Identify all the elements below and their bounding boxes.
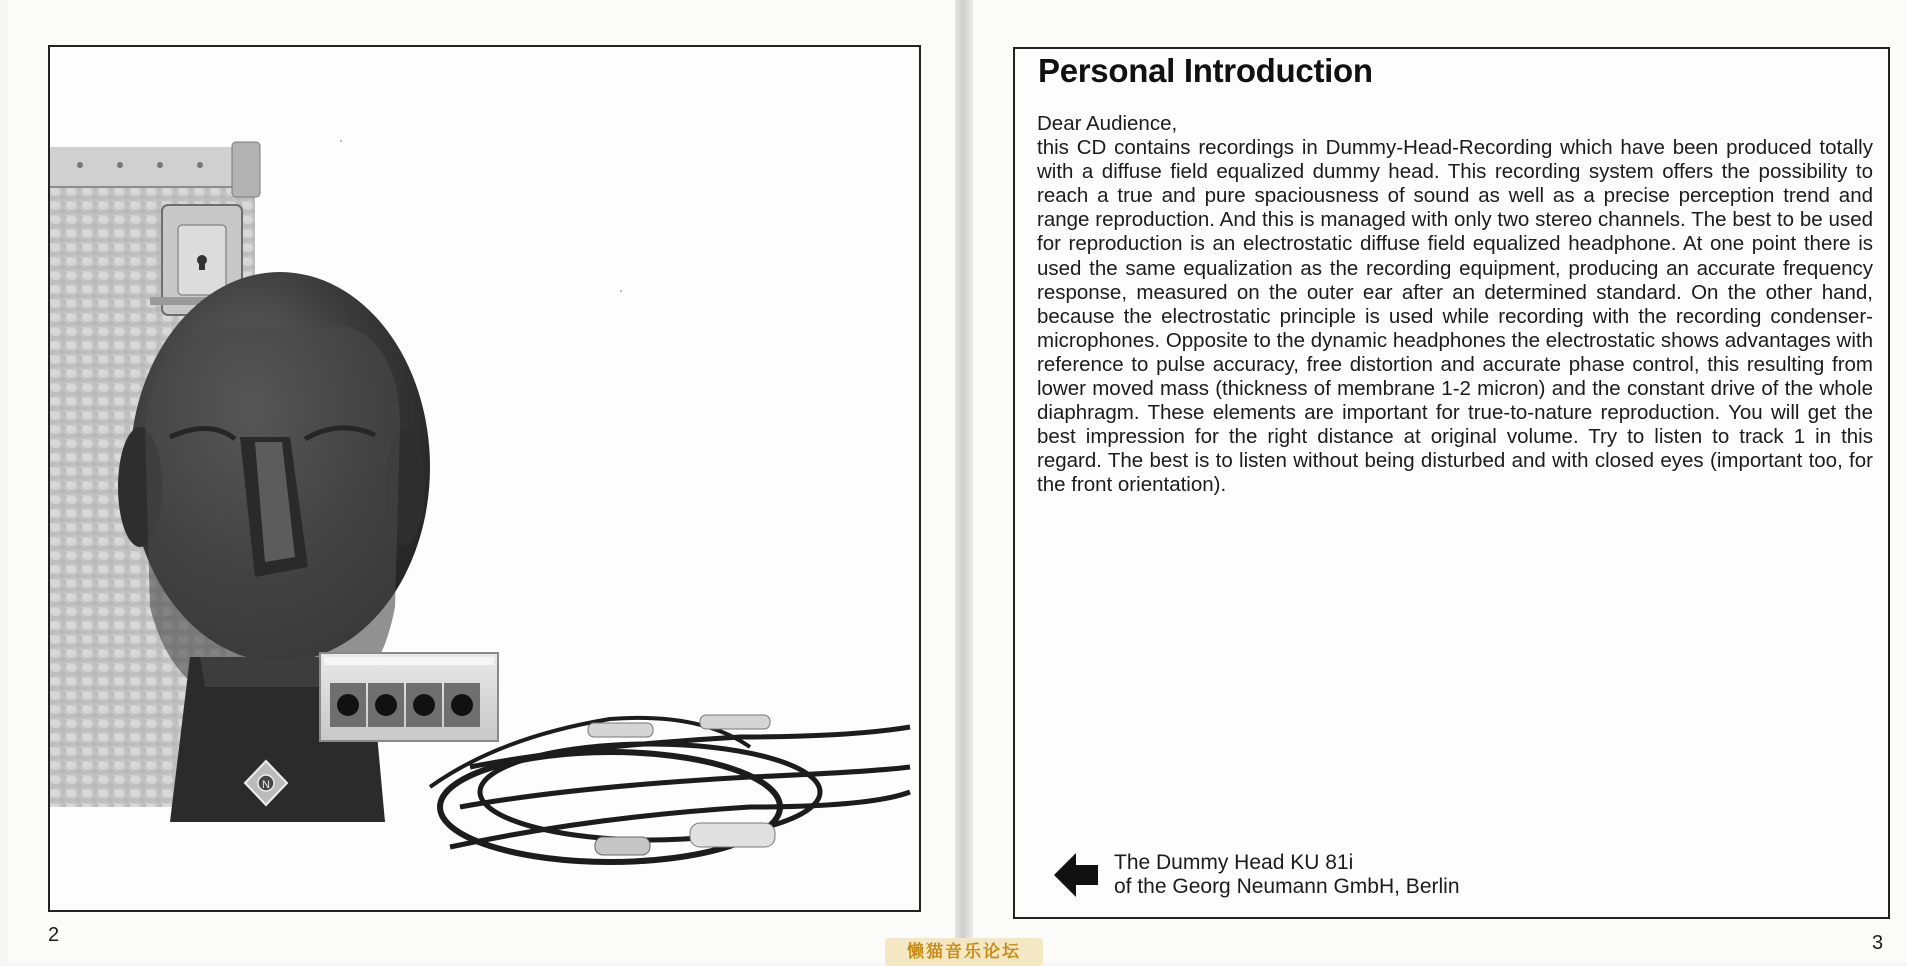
dummy-head-photo	[50, 47, 919, 910]
watermark: 懒猫音乐论坛	[885, 938, 1043, 966]
caption-line-2: of the Georg Neumann GmbH, Berlin	[1114, 875, 1460, 898]
page-gutter	[955, 0, 973, 963]
salutation: Dear Audience,	[1037, 112, 1178, 135]
caption-line-1: The Dummy Head KU 81i	[1114, 851, 1354, 874]
photo-frame	[48, 45, 921, 912]
speck	[340, 140, 342, 142]
page-title: Personal Introduction	[1038, 52, 1373, 89]
photo-caption	[1114, 851, 1460, 899]
logo-letter: N	[262, 779, 270, 791]
page-number-right: 3	[1872, 932, 1884, 954]
page-number-left: 2	[48, 924, 60, 946]
arrow-left-icon	[1054, 853, 1098, 897]
speck	[620, 290, 622, 292]
body-paragraph: this CD contains recordings in Dummy-Head-Recording which have been produced totally with a diffuse field equalized dummy head. This recording system offers the possibility to reach a true and pure spaciousness of sound as well as a precise perception trend and range reproduction. And this is managed with only two stereo channels. The best to be used for reproduction is an electrostatic diffuse field equalized headphone. At one point there is used the same equalization as the recording equipment, producing an accurate frequency response, measured on the outer ear after an determined standard. On the other hand, because the electrostatic principle is used while recording with the recording condenser-microphones. Opposite to the dynamic headphones the electrostatic shows advantages with reference to pulse accuracy, free distortion and accurate phase control, this resulting from lower moved mass (thickness of membrane 1-2 micron) and the constant drive of the whole diaphragm. These elements are important for true-to-nature reproduction. You will get the best impression for the right distance at original volume. Try to listen to track 1 in this regard. The best is to listen without being disturbed and with closed eyes (important too, for the front orientation).	[1037, 136, 1873, 497]
cables	[430, 718, 910, 862]
connector-box	[320, 653, 498, 741]
introduction-text	[1037, 112, 1873, 498]
